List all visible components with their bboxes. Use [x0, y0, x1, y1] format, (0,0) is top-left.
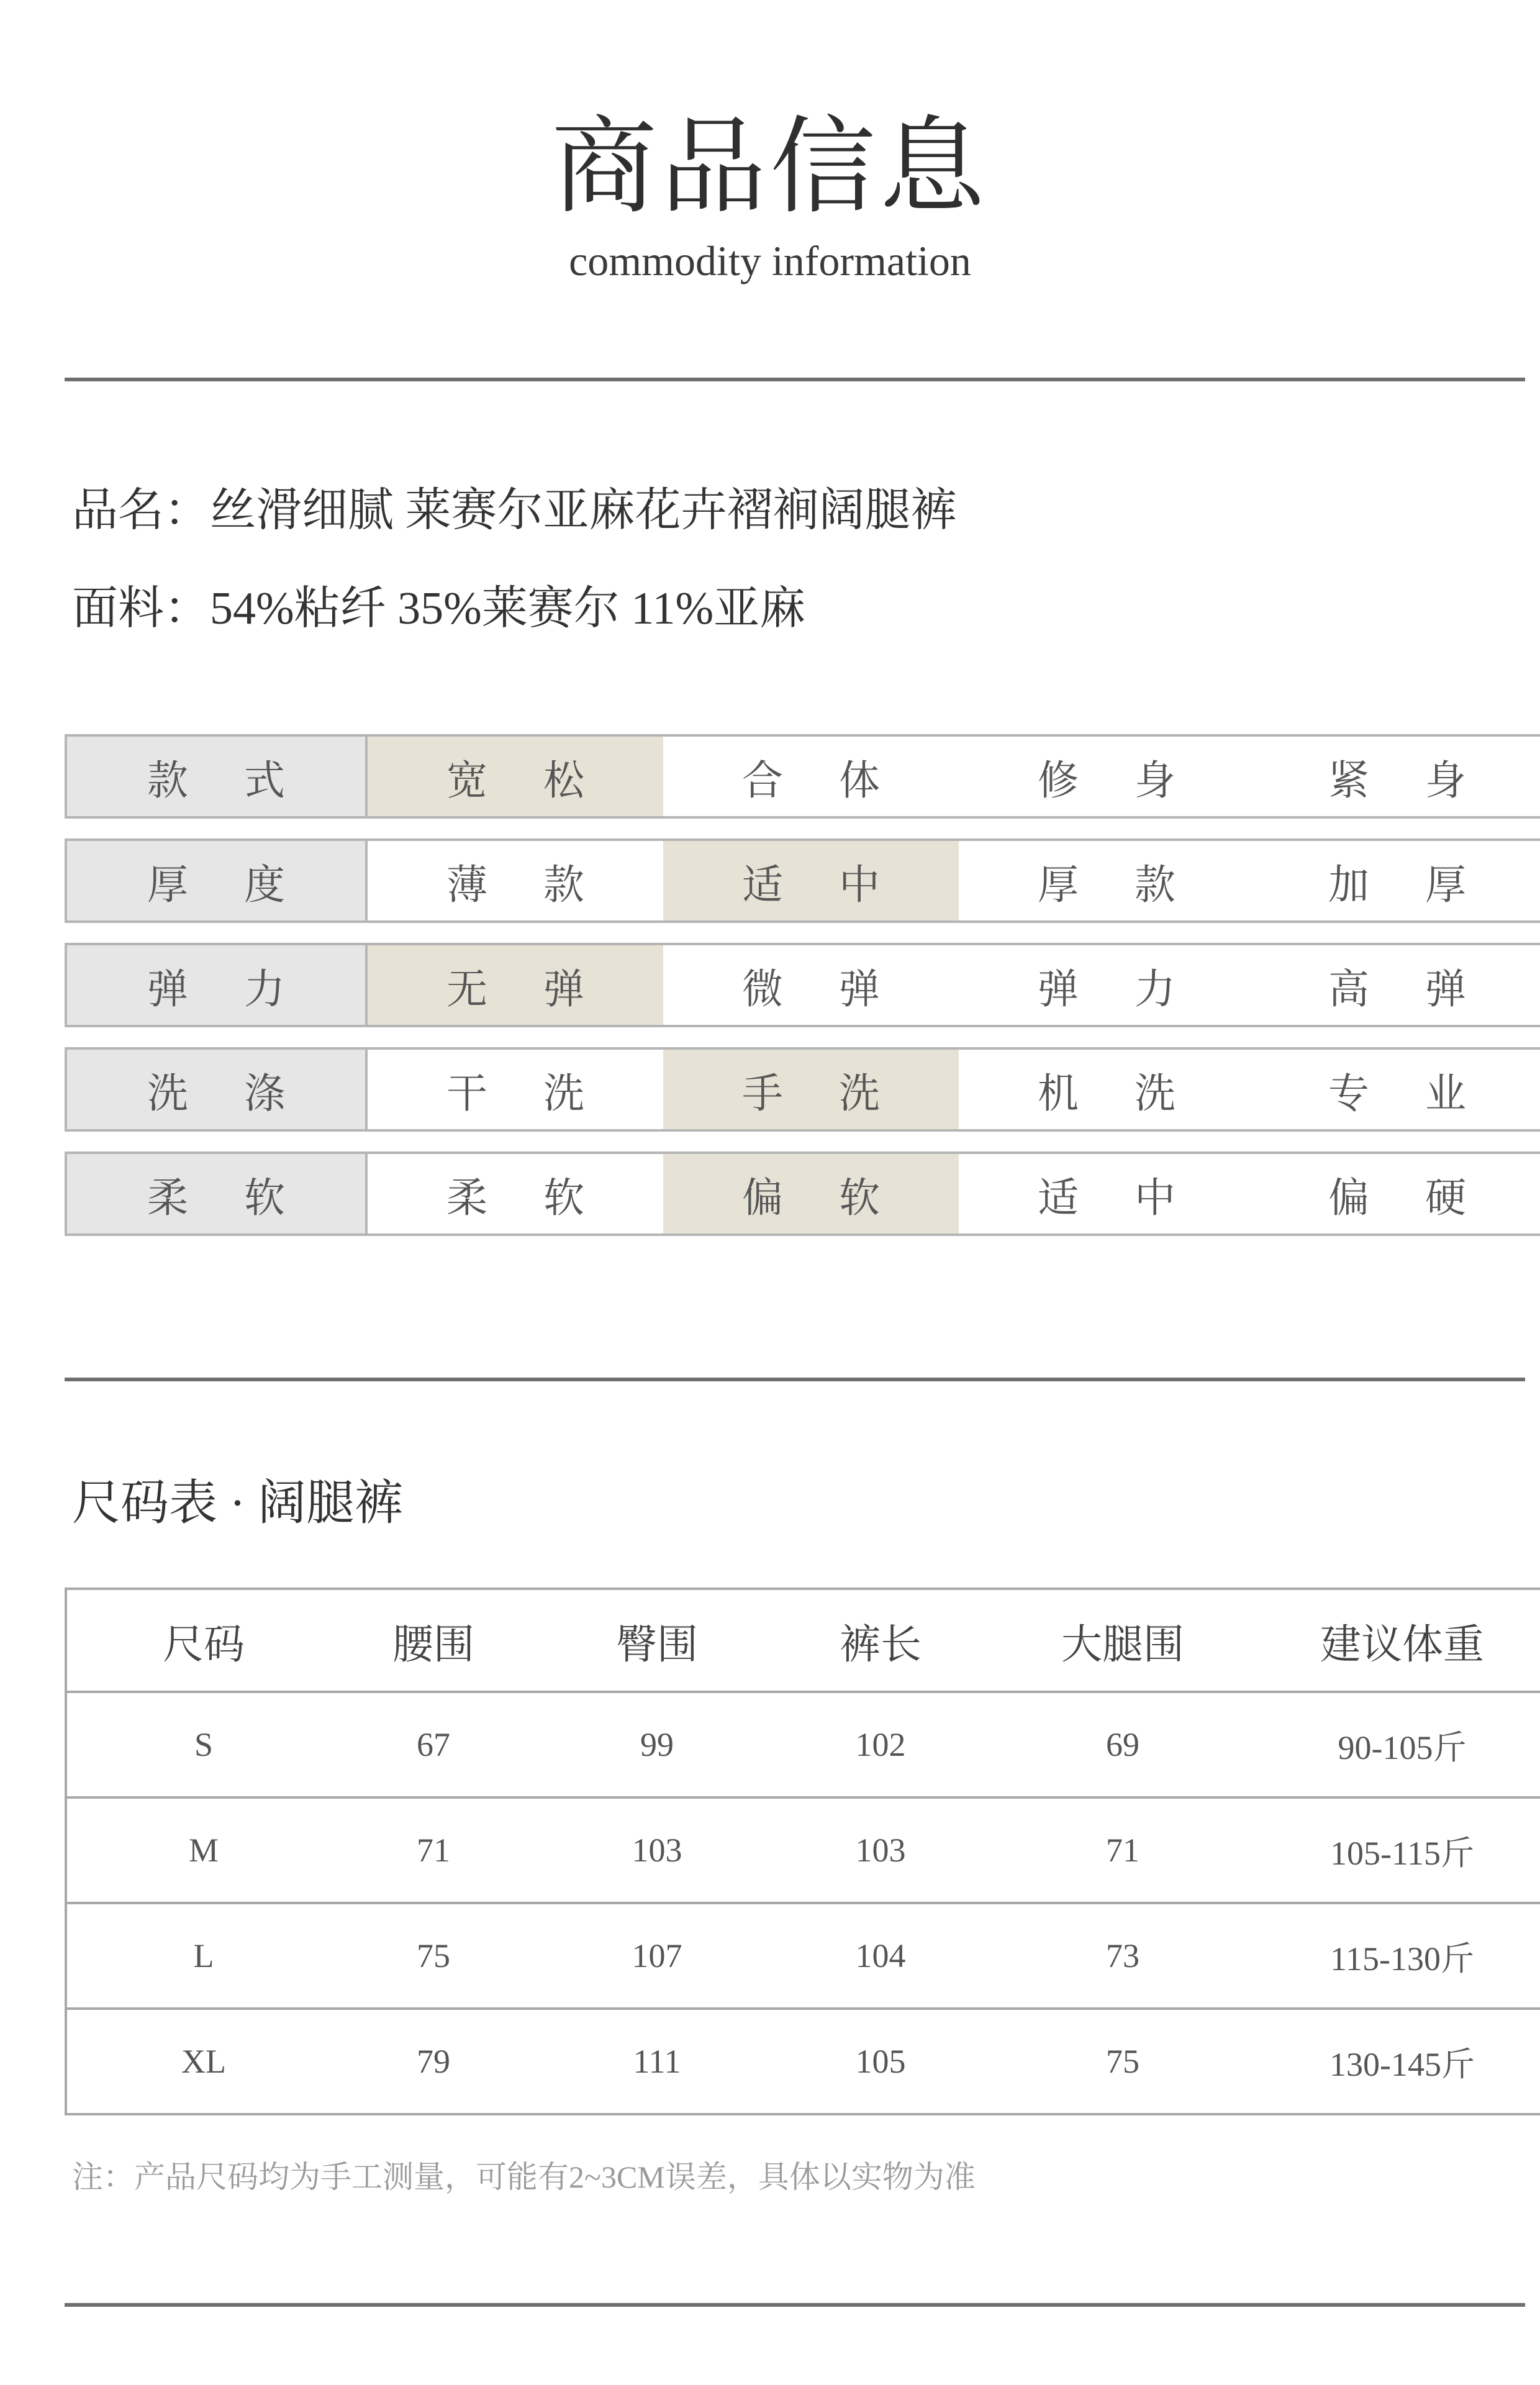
table-row	[67, 1799, 1540, 1904]
attribute-option: 适中	[1038, 1175, 1231, 1221]
attribute-option: 紧身	[1328, 758, 1522, 804]
weight-cell: 130-145斤	[1329, 2045, 1475, 2083]
length-cell: 103	[855, 1832, 906, 1869]
attribute-option: 机洗	[1038, 1071, 1231, 1117]
attribute-row	[65, 838, 1540, 923]
divider-bottom	[65, 2303, 1525, 2307]
header-cell: 腰围	[392, 1622, 474, 1668]
attribute-label: 洗涤	[65, 1050, 368, 1129]
waist-cell: 79	[417, 2043, 450, 2080]
size-table	[65, 1588, 1540, 2115]
length-cell: 104	[855, 1937, 906, 1974]
attribute-option: 薄款	[446, 862, 640, 908]
size-cell: XL	[181, 2043, 226, 2080]
attribute-row	[65, 1152, 1540, 1236]
attribute-option: 偏硬	[1328, 1175, 1522, 1221]
divider-top	[65, 378, 1525, 381]
attribute-option: 宽松	[368, 737, 663, 816]
attribute-option: 修身	[1038, 758, 1231, 804]
attribute-option: 适中	[663, 841, 959, 920]
attribute-label: 款式	[65, 737, 368, 816]
product-name: 品名：丝滑细腻 莱赛尔亚麻花卉褶裥阔腿裤	[72, 485, 957, 536]
weight-cell: 105-115斤	[1330, 1834, 1474, 1872]
size-chart-title: 尺码表 · 阔腿裤	[72, 1476, 403, 1530]
attribute-option: 厚款	[1038, 862, 1231, 908]
hip-cell: 107	[632, 1937, 682, 1974]
attribute-option: 偏软	[663, 1154, 959, 1233]
page-subtitle: commodity information	[569, 237, 971, 284]
attribute-option: 加厚	[1328, 862, 1522, 908]
attribute-row	[65, 734, 1540, 819]
attribute-option: 微弹	[742, 966, 936, 1012]
attribute-row	[65, 1047, 1540, 1132]
attribute-option: 手洗	[663, 1050, 959, 1129]
attribute-label: 柔软	[65, 1154, 368, 1233]
attribute-option: 高弹	[1328, 966, 1522, 1012]
header-cell: 建议体重	[1320, 1622, 1484, 1668]
attribute-option: 合体	[742, 758, 936, 804]
attribute-label: 厚度	[65, 841, 368, 920]
thigh-cell: 75	[1106, 2043, 1139, 2080]
thigh-cell: 73	[1106, 1937, 1139, 1974]
attribute-option: 专业	[1328, 1071, 1522, 1117]
header-cell: 尺码	[163, 1622, 245, 1668]
table-row	[67, 2010, 1540, 2115]
divider-middle	[65, 1378, 1525, 1381]
attribute-option: 柔软	[446, 1175, 640, 1221]
header-cell: 裤长	[840, 1622, 922, 1668]
attribute-option: 无弹	[368, 945, 663, 1025]
size-cell: S	[194, 1726, 214, 1763]
attribute-option: 弹力	[1038, 966, 1231, 1012]
size-table-header	[67, 1588, 1540, 1693]
attribute-row	[65, 943, 1540, 1027]
table-row	[67, 1904, 1540, 2010]
weight-cell: 115-130斤	[1330, 1940, 1474, 1978]
thigh-cell: 71	[1106, 1832, 1139, 1869]
product-fabric: 面料：54%粘纤 35%莱赛尔 11%亚麻	[72, 583, 806, 634]
header-cell: 大腿围	[1061, 1622, 1184, 1668]
waist-cell: 75	[417, 1937, 450, 1974]
hip-cell: 111	[633, 2043, 681, 2080]
hip-cell: 99	[640, 1726, 674, 1763]
length-cell: 102	[855, 1726, 906, 1763]
hip-cell: 103	[632, 1832, 682, 1869]
size-note: 注：产品尺码均为手工测量，可能有2~3CM误差，具体以实物为准	[72, 2160, 976, 2194]
length-cell: 105	[855, 2043, 906, 2080]
weight-cell: 90-105斤	[1338, 1729, 1467, 1766]
page-title: 商品信息	[551, 109, 989, 226]
table-row	[67, 1693, 1540, 1799]
waist-cell: 71	[417, 1832, 450, 1869]
thigh-cell: 69	[1106, 1726, 1139, 1763]
attribute-option: 干洗	[446, 1071, 640, 1117]
attribute-label: 弹力	[65, 945, 368, 1025]
size-cell: L	[193, 1937, 214, 1974]
size-cell: M	[188, 1832, 219, 1869]
header-cell: 臀围	[616, 1622, 698, 1668]
waist-cell: 67	[417, 1726, 450, 1763]
